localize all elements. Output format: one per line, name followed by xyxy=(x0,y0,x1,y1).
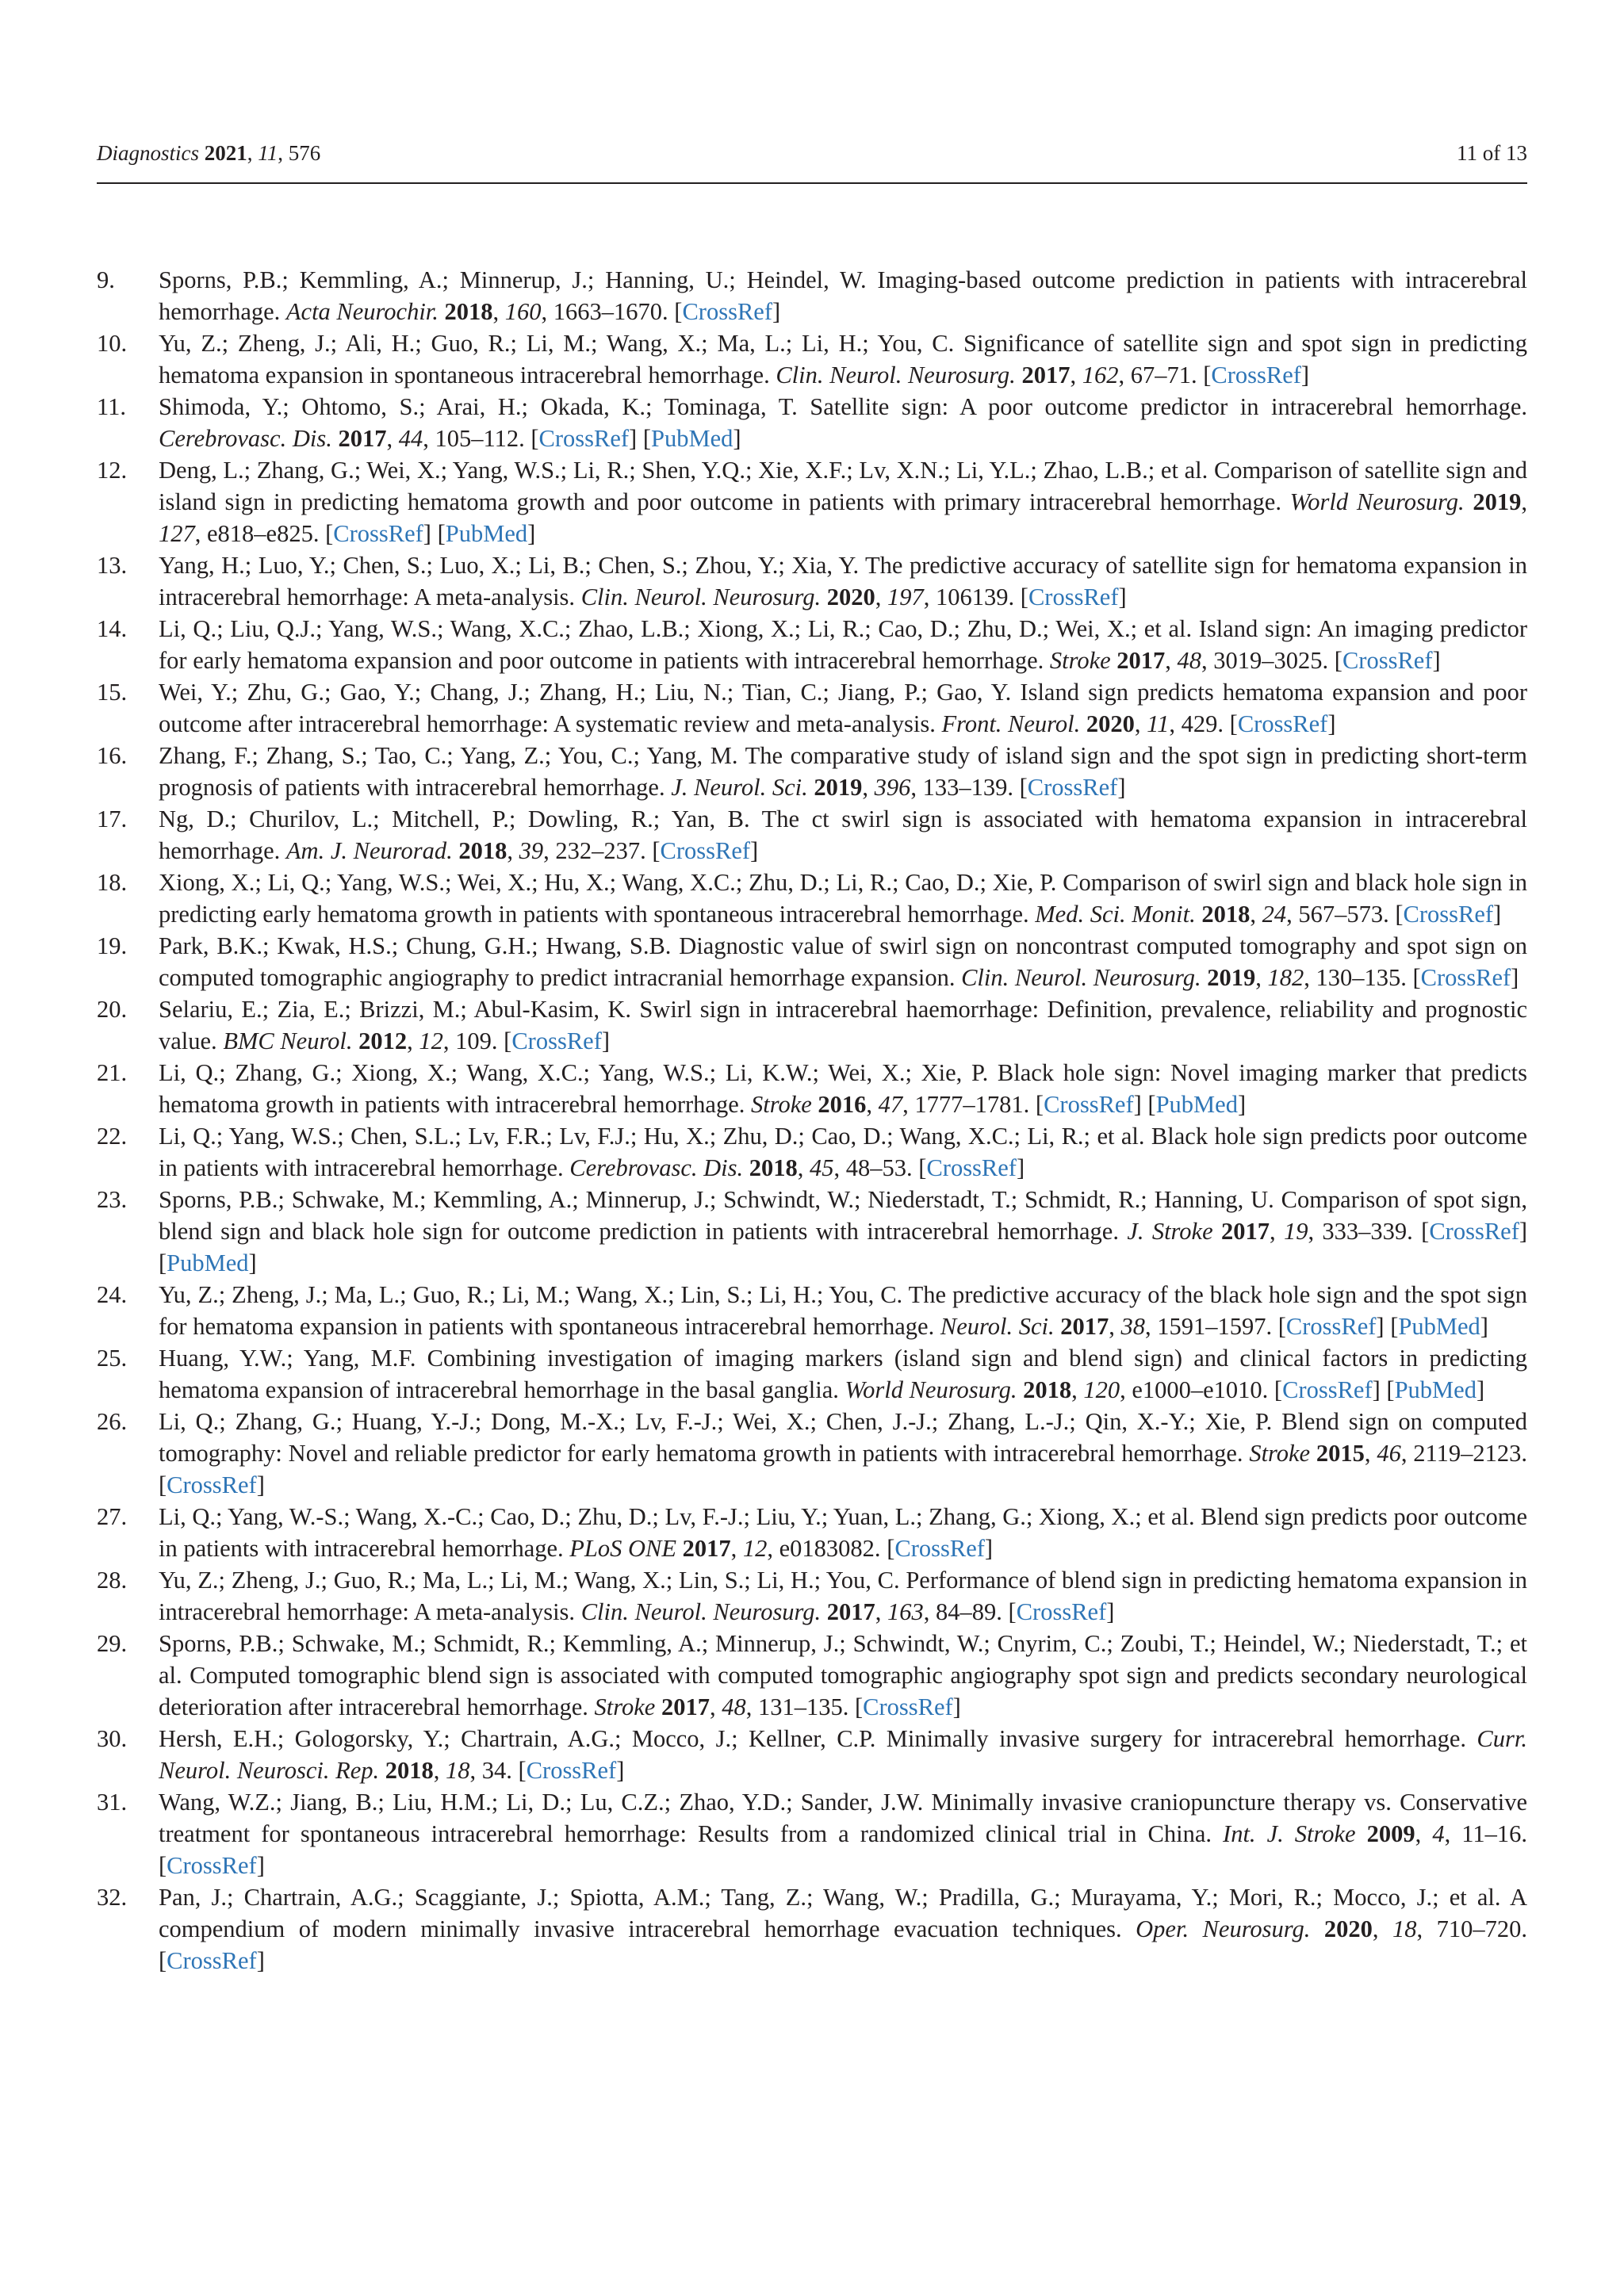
reference-volume: 396 xyxy=(874,774,911,801)
reference-year: 2017 xyxy=(1220,1218,1270,1245)
reference-year: 2017 xyxy=(338,425,387,452)
reference-journal: World Neurosurg. xyxy=(845,1376,1017,1403)
reference-number: 13. xyxy=(97,552,128,579)
reference-body: Li, Q.; Zhang, G.; Xiong, X.; Wang, X.C.; Yang, W.S.; Li, K.W.; Wei, X.; Xie, P. Black hole sign: Novel imaging marker that predicts hematoma growth in patients with intracerebral hemorrhage. Stroke 2016, 47, 1777–1781. [CrossRef] [PubMed] xyxy=(159,1059,1527,1118)
reference-pages: , 48–53. xyxy=(833,1154,913,1181)
reference-year: 2018 xyxy=(458,837,508,864)
reference-authors-title: Xiong, X.; Li, Q.; Yang, W.S.; Wei, X.; Hu, X.; Wang, X.C.; Zhu, D.; Li, R.; Cao, D.; Xie, P. Comparison of swirl sign and black hole sign in predicting early hematoma growth in patients with spontaneous intracerebral hemorrhage. xyxy=(159,869,1527,928)
reference-item xyxy=(97,930,1527,993)
reference-number: 16. xyxy=(97,742,128,769)
reference-authors-title: Huang, Y.W.; Yang, M.F. Combining investigation of imaging markers (island sign and blend sign) and clinical factors in predicting hematoma expansion of intracerebral hemorrhage in the basal ganglia. xyxy=(159,1345,1527,1403)
reference-body: Wei, Y.; Zhu, G.; Gao, Y.; Chang, J.; Zhang, H.; Liu, N.; Tian, C.; Jiang, P.; Gao, Y. Island sign predicts hematoma expansion and poor outcome after intracerebral hemorrhage: A systematic review and meta-analysis. Front. Neurol. 2020, 11, 429. [CrossRef] xyxy=(159,679,1527,737)
reference-volume: 19 xyxy=(1283,1218,1308,1245)
crossref-link[interactable]: CrossRef xyxy=(511,1027,602,1054)
reference-item xyxy=(97,803,1527,867)
reference-pages: , 131–135. xyxy=(745,1693,849,1720)
reference-body: Ng, D.; Churilov, L.; Mitchell, P.; Dowling, R.; Yan, B. The ct swirl sign is associated with hematoma expansion in intracerebral hemorrhage. Am. J. Neurorad. 2018, 39, 232–237. [CrossRef] xyxy=(159,806,1527,864)
reference-body: Sporns, P.B.; Kemmling, A.; Minnerup, J.; Hanning, U.; Heindel, W. Imaging-based outcome prediction in patients with intracerebral hemorrhage. Acta Neurochir. 2018, 160, 1663–1670. [CrossRef] xyxy=(159,266,1527,325)
reference-volume: 12 xyxy=(419,1027,443,1054)
reference-year: 2020 xyxy=(1086,710,1135,737)
reference-year: 2018 xyxy=(444,298,493,325)
crossref-link[interactable]: CrossRef xyxy=(167,1471,257,1498)
reference-authors-title: Pan, J.; Chartrain, A.G.; Scaggiante, J.; Spiotta, A.M.; Tang, Z.; Wang, W.; Pradilla, G.; Murayama, Y.; Mori, R.; Mocco, J.; et al. A compendium of modern minimally invasive intracerebral hemorrhage evacuation techniques. xyxy=(159,1884,1527,1942)
reference-journal: Stroke xyxy=(750,1091,812,1118)
page-header xyxy=(97,141,1527,184)
reference-authors-title: Yu, Z.; Zheng, J.; Guo, R.; Ma, L.; Li, M.; Wang, X.; Lin, S.; Li, H.; You, C. Performance of blend sign in predicting hematoma expansion in intracerebral hemorrhage: A meta-analysis. xyxy=(159,1567,1527,1625)
reference-pages: , 1777–1781. xyxy=(902,1091,1030,1118)
reference-number: 12. xyxy=(97,457,128,484)
reference-journal: Int. J. Stroke xyxy=(1223,1820,1356,1847)
reference-item xyxy=(97,676,1527,740)
reference-journal: Front. Neurol. xyxy=(941,710,1081,737)
reference-year: 2017 xyxy=(826,1598,875,1625)
reference-year: 2018 xyxy=(1201,901,1251,928)
reference-number: 14. xyxy=(97,615,128,642)
reference-journal: Stroke xyxy=(594,1693,656,1720)
crossref-link[interactable]: CrossRef xyxy=(682,298,772,325)
reference-number: 29. xyxy=(97,1630,128,1657)
header-volume: 11 xyxy=(258,141,278,165)
reference-number: 9. xyxy=(97,266,115,293)
crossref-link[interactable]: CrossRef xyxy=(167,1852,257,1879)
reference-body: Selariu, E.; Zia, E.; Brizzi, M.; Abul-Kasim, K. Swirl sign in intracerebral haemorrhage: Definition, prevalence, reliability and prognostic value. BMC Neurol. 2012, 12, 109. [CrossRef] xyxy=(159,996,1527,1054)
reference-pages: , 1663–1670. xyxy=(541,298,668,325)
reference-authors-title: Sporns, P.B.; Kemmling, A.; Minnerup, J.; Hanning, U.; Heindel, W. Imaging-based outcome prediction in patients with intracerebral hemorrhage. xyxy=(159,266,1527,325)
reference-body: Xiong, X.; Li, Q.; Yang, W.S.; Wei, X.; Hu, X.; Wang, X.C.; Zhu, D.; Li, R.; Cao, D.; Xie, P. Comparison of swirl sign and black hole sign in predicting early hematoma growth in patients with spontaneous intracerebral hemorrhage. Med. Sci. Monit. 2018, 24, 567–573. [CrossRef] xyxy=(159,869,1527,928)
reference-journal: Clin. Neurol. Neurosurg. xyxy=(961,964,1201,991)
reference-body: Li, Q.; Yang, W.S.; Chen, S.L.; Lv, F.R.; Lv, F.J.; Hu, X.; Zhu, D.; Cao, D.; Wang, X.C.; Li, R.; et al. Black hole sign predicts poor outcome in patients with intracerebral hemorrhage. Cerebrovasc. Dis. 2018, 45, 48–53. [CrossRef] xyxy=(159,1123,1527,1181)
reference-volume: 12 xyxy=(742,1535,768,1562)
reference-number: 31. xyxy=(97,1789,128,1816)
reference-authors-title: Selariu, E.; Zia, E.; Brizzi, M.; Abul-Kasim, K. Swirl sign in intracerebral haemorrhage: Definition, prevalence, reliability and prognostic value. xyxy=(159,996,1527,1054)
reference-volume: 160 xyxy=(504,298,542,325)
reference-volume: 45 xyxy=(810,1154,834,1181)
reference-pages: , 11–16. xyxy=(1444,1820,1528,1847)
reference-item xyxy=(97,1564,1527,1628)
reference-item xyxy=(97,327,1527,391)
reference-authors-title: Yang, H.; Luo, Y.; Chen, S.; Luo, X.; Li, B.; Chen, S.; Zhou, Y.; Xia, Y. The predictive accuracy of satellite sign for hematoma expansion in intracerebral hemorrhage: A meta-analysis. xyxy=(159,552,1527,610)
reference-journal: Med. Sci. Monit. xyxy=(1035,901,1196,928)
reference-pages: , 67–71. xyxy=(1118,362,1197,388)
reference-journal: Am. J. Neurorad. xyxy=(285,837,453,864)
reference-number: 23. xyxy=(97,1186,128,1213)
crossref-link[interactable]: CrossRef xyxy=(863,1693,953,1720)
reference-journal: Acta Neurochir. xyxy=(285,298,439,325)
reference-item xyxy=(97,993,1527,1057)
reference-authors-title: Sporns, P.B.; Schwake, M.; Kemmling, A.; Minnerup, J.; Schwindt, W.; Niederstadt, T.; Schmidt, R.; Hanning, U. Comparison of spot sign, blend sign and black hole sign for outcome prediction in patients with intracerebral hemorrhage. xyxy=(159,1186,1527,1245)
reference-body: Li, Q.; Zhang, G.; Huang, Y.-J.; Dong, M.-X.; Lv, F.-J.; Wei, X.; Chen, J.-J.; Zhang, L.-J.; Qin, X.-Y.; Xie, P. Blend sign on computed tomography: Novel and reliable predictor for early hematoma growth in patients with intracerebral hemorrhage. Stroke 2015, 46, 2119–2123. [CrossRef] xyxy=(159,1408,1528,1498)
crossref-link[interactable]: CrossRef xyxy=(1403,901,1494,928)
crossref-link[interactable]: CrossRef xyxy=(1027,774,1118,801)
reference-body: Li, Q.; Liu, Q.J.; Yang, W.S.; Wang, X.C.; Zhao, L.B.; Xiong, X.; Li, R.; Cao, D.; Zhu, D.; Wei, X.; et al. Island sign: An imaging predictor for early hematoma expansion and poor outcome in patients with intracerebral hemorrhage. Stroke 2017, 48, 3019–3025. [CrossRef] xyxy=(159,615,1527,674)
reference-number: 11. xyxy=(97,393,126,420)
reference-number: 15. xyxy=(97,679,128,706)
reference-year: 2020 xyxy=(1323,1915,1373,1942)
reference-year: 2019 xyxy=(1473,488,1522,515)
reference-year: 2009 xyxy=(1366,1820,1415,1847)
reference-year: 2018 xyxy=(749,1154,798,1181)
reference-body: Sporns, P.B.; Schwake, M.; Schmidt, R.; Kemmling, A.; Minnerup, J.; Schwindt, W.; Cnyrim, C.; Zoubi, T.; Heindel, W.; Niederstadt, T.; et al. Computed tomographic blend sign is associated with computed tomographic angiography spot sign and predicts secondary neurological deterioration after intracerebral hemorrhage. Stroke 2017, 48, 131–135. [CrossRef] xyxy=(159,1630,1527,1720)
reference-number: 25. xyxy=(97,1345,128,1372)
reference-pages: , 333–339. xyxy=(1308,1218,1413,1245)
reference-journal: PLoS ONE xyxy=(569,1535,677,1562)
crossref-link[interactable]: CrossRef xyxy=(1420,964,1511,991)
reference-journal: Clin. Neurol. Neurosurg. xyxy=(776,362,1016,388)
reference-year: 2017 xyxy=(1060,1313,1109,1340)
crossref-link[interactable]: CrossRef xyxy=(1429,1218,1519,1245)
reference-journal: Curr. Neurol. Neurosci. Rep. xyxy=(159,1725,1527,1784)
reference-journal: Clin. Neurol. Neurosurg. xyxy=(580,1598,822,1625)
reference-volume: 44 xyxy=(398,425,423,452)
reference-volume: 18 xyxy=(1392,1915,1417,1942)
reference-pages: , 710–720. xyxy=(1416,1915,1528,1942)
reference-authors-title: Deng, L.; Zhang, G.; Wei, X.; Yang, W.S.; Li, R.; Shen, Y.Q.; Xie, X.F.; Lv, X.N.; Li, Y.L.; Zhao, L.B.; et al. Comparison of satellite sign and island sign in predicting hematoma growth and poor outcome in patients with primary intracerebral hemorrhage. xyxy=(159,457,1527,515)
reference-year: 2017 xyxy=(1116,647,1166,674)
reference-journal: Oper. Neurosurg. xyxy=(1136,1915,1311,1942)
crossref-link[interactable]: CrossRef xyxy=(526,1757,617,1784)
reference-item xyxy=(97,1184,1527,1279)
header-page-info: 11 of 13 xyxy=(1457,141,1527,165)
reference-authors-title: Wang, W.Z.; Jiang, B.; Liu, H.M.; Li, D.; Lu, C.Z.; Zhao, Y.D.; Sander, J.W. Minimally invasive craniopuncture therapy vs. Conservative treatment for spontaneous intracerebral hemorrhage: Results from a randomized clinical trial in China. xyxy=(159,1789,1527,1847)
pubmed-link[interactable]: PubMed xyxy=(1155,1091,1238,1118)
reference-pages: , 3019–3025. xyxy=(1201,647,1329,674)
reference-number: 27. xyxy=(97,1503,128,1530)
reference-number: 17. xyxy=(97,806,128,832)
reference-volume: 24 xyxy=(1262,901,1287,928)
reference-number: 20. xyxy=(97,996,128,1023)
crossref-link[interactable]: CrossRef xyxy=(538,425,630,452)
reference-pages: , e0183082. xyxy=(767,1535,881,1562)
reference-pages: , 109. xyxy=(442,1027,498,1054)
reference-list xyxy=(97,264,1527,1976)
crossref-link[interactable]: CrossRef xyxy=(660,837,751,864)
header-year: 2021 xyxy=(204,141,247,165)
reference-year: 2018 xyxy=(385,1757,434,1784)
reference-journal: J. Stroke xyxy=(1127,1218,1213,1245)
reference-body: Sporns, P.B.; Schwake, M.; Kemmling, A.; Minnerup, J.; Schwindt, W.; Niederstadt, T.; Schmidt, R.; Hanning, U. Comparison of spot sign, blend sign and black hole sign for outcome prediction in patients with intracerebral hemorrhage. J. Stroke 2017, 19, 333–339. [CrossRef] [PubMed] xyxy=(159,1186,1528,1276)
reference-year: 2017 xyxy=(1021,362,1071,388)
reference-item xyxy=(97,1120,1527,1184)
reference-volume: 47 xyxy=(878,1091,903,1118)
reference-body: Yu, Z.; Zheng, J.; Ali, H.; Guo, R.; Li, M.; Wang, X.; Ma, L.; Li, H.; You, C. Significance of satellite sign and spot sign in predicting hematoma expansion in spontaneous intracerebral hemorrhage. Clin. Neurol. Neurosurg. 2017, 162, 67–71. [CrossRef] xyxy=(159,330,1527,388)
crossref-link[interactable]: CrossRef xyxy=(926,1154,1017,1181)
crossref-link[interactable]: CrossRef xyxy=(1282,1376,1373,1403)
reference-number: 24. xyxy=(97,1281,128,1308)
reference-volume: 46 xyxy=(1377,1440,1401,1467)
reference-authors-title: Li, Q.; Yang, W.S.; Chen, S.L.; Lv, F.R.; Lv, F.J.; Hu, X.; Zhu, D.; Cao, D.; Wang, X.C.; Li, R.; et al. Black hole sign predicts poor outcome in patients with intracerebral hemorrhage. xyxy=(159,1123,1527,1181)
crossref-link[interactable]: CrossRef xyxy=(894,1535,985,1562)
reference-item xyxy=(97,1786,1527,1881)
reference-authors-title: Park, B.K.; Kwak, H.S.; Chung, G.H.; Hwang, S.B. Diagnostic value of swirl sign on noncontrast computed tomography and spot sign on computed tomographic angiography to predict intracranial hemorrhage expansion. xyxy=(159,932,1527,991)
reference-item xyxy=(97,1057,1527,1120)
reference-authors-title: Li, Q.; Zhang, G.; Huang, Y.-J.; Dong, M.-X.; Lv, F.-J.; Wei, X.; Chen, J.-J.; Zhang, L.-J.; Qin, X.-Y.; Xie, P. Blend sign on computed tomography: Novel and reliable predictor for early hematoma growth in patients with intracerebral hemorrhage. xyxy=(159,1408,1527,1467)
reference-year: 2015 xyxy=(1316,1440,1365,1467)
pubmed-link[interactable]: PubMed xyxy=(1394,1376,1477,1403)
reference-authors-title: Ng, D.; Churilov, L.; Mitchell, P.; Dowling, R.; Yan, B. The ct swirl sign is associated with hematoma expansion in intracerebral hemorrhage. xyxy=(159,806,1527,864)
reference-number: 32. xyxy=(97,1884,128,1911)
reference-pages: , 429. xyxy=(1169,710,1224,737)
reference-body: Yu, Z.; Zheng, J.; Ma, L.; Guo, R.; Li, M.; Wang, X.; Lin, S.; Li, H.; You, C. The predictive accuracy of the black hole sign and the spot sign for hematoma expansion in patients with spontaneous intracerebral hemorrhage. Neurol. Sci. 2017, 38, 1591–1597. [CrossRef] [PubMed] xyxy=(159,1281,1527,1340)
reference-volume: 182 xyxy=(1267,964,1304,991)
reference-body: Deng, L.; Zhang, G.; Wei, X.; Yang, W.S.; Li, R.; Shen, Y.Q.; Xie, X.F.; Lv, X.N.; Li, Y.L.; Zhao, L.B.; et al. Comparison of satellite sign and island sign in predicting hematoma growth and poor outcome in patients with primary intracerebral hemorrhage. World Neurosurg. 2019, 127, e818–e825. [CrossRef] [PubMed] xyxy=(159,457,1527,547)
reference-pages: , 1591–1597. xyxy=(1144,1313,1273,1340)
crossref-link[interactable]: CrossRef xyxy=(1237,710,1328,737)
reference-pages: , 2119–2123. xyxy=(1400,1440,1528,1467)
reference-authors-title: Wei, Y.; Zhu, G.; Gao, Y.; Chang, J.; Zhang, H.; Liu, N.; Tian, C.; Jiang, P.; Gao, Y. Island sign predicts hematoma expansion and poor outcome after intracerebral hemorrhage: A systematic review and meta-analysis. xyxy=(159,679,1527,737)
reference-body: Pan, J.; Chartrain, A.G.; Scaggiante, J.; Spiotta, A.M.; Tang, Z.; Wang, W.; Pradilla, G.; Murayama, Y.; Mori, R.; Mocco, J.; et al. A compendium of modern minimally invasive intracerebral hemorrhage evacuation techniques. Oper. Neurosurg. 2020, 18, 710–720. [CrossRef] xyxy=(159,1884,1528,1974)
reference-volume: 120 xyxy=(1083,1376,1120,1403)
pubmed-link[interactable]: PubMed xyxy=(1398,1313,1480,1340)
reference-authors-title: Li, Q.; Liu, Q.J.; Yang, W.S.; Wang, X.C.; Zhao, L.B.; Xiong, X.; Li, R.; Cao, D.; Zhu, D.; Wei, X.; et al. Island sign: An imaging predictor for early hematoma expansion and poor outcome in patients with intracerebral hemorrhage. xyxy=(159,615,1527,674)
reference-body: Hersh, E.H.; Gologorsky, Y.; Chartrain, A.G.; Mocco, J.; Kellner, C.P. Minimally invasive surgery for intracerebral hemorrhage. Curr. Neurol. Neurosci. Rep. 2018, 18, 34. [CrossRef] xyxy=(159,1725,1527,1784)
reference-body: Yang, H.; Luo, Y.; Chen, S.; Luo, X.; Li, B.; Chen, S.; Zhou, Y.; Xia, Y. The predictive accuracy of satellite sign for hematoma expansion in intracerebral hemorrhage: A meta-analysis. Clin. Neurol. Neurosurg. 2020, 197, 106139. [CrossRef] xyxy=(159,552,1527,610)
reference-body: Li, Q.; Yang, W.-S.; Wang, X.-C.; Cao, D.; Zhu, D.; Lv, F.-J.; Liu, Y.; Yuan, L.; Zhang, G.; Xiong, X.; et al. Blend sign predicts poor outcome in patients with intracerebral hemorrhage. PLoS ONE 2017, 12, e0183082. [CrossRef] xyxy=(159,1503,1527,1562)
reference-item xyxy=(97,1342,1527,1406)
reference-pages: , e818–e825. xyxy=(194,520,320,547)
reference-pages: , 34. xyxy=(469,1757,512,1784)
crossref-link[interactable]: CrossRef xyxy=(1044,1091,1134,1118)
crossref-link[interactable]: CrossRef xyxy=(1285,1313,1377,1340)
reference-item xyxy=(97,1628,1527,1723)
reference-item xyxy=(97,391,1527,454)
header-journal: Diagnostics xyxy=(97,141,200,165)
reference-journal: Clin. Neurol. Neurosurg. xyxy=(580,584,822,610)
reference-year: 2016 xyxy=(818,1091,867,1118)
crossref-link[interactable]: CrossRef xyxy=(333,520,423,547)
reference-journal: BMC Neurol. xyxy=(223,1027,353,1054)
reference-journal: J. Neurol. Sci. xyxy=(671,774,808,801)
reference-year: 2019 xyxy=(1207,964,1256,991)
reference-pages: , 106139. xyxy=(923,584,1015,610)
crossref-link[interactable]: CrossRef xyxy=(1016,1598,1107,1625)
reference-volume: 38 xyxy=(1120,1313,1145,1340)
reference-item xyxy=(97,1723,1527,1786)
reference-volume: 197 xyxy=(887,584,924,610)
reference-item xyxy=(97,867,1527,930)
reference-volume: 4 xyxy=(1432,1820,1445,1847)
pubmed-link[interactable]: PubMed xyxy=(651,425,733,452)
reference-number: 22. xyxy=(97,1123,128,1150)
reference-authors-title: Sporns, P.B.; Schwake, M.; Schmidt, R.; Kemmling, A.; Minnerup, J.; Schwindt, W.; Cnyrim, C.; Zoubi, T.; Heindel, W.; Niederstadt, T.; et al. Computed tomographic blend sign is associated with computed tomographic angiography spot sign and predicts secondary neurological deterioration after intracerebral hemorrhage. xyxy=(159,1630,1527,1720)
reference-item xyxy=(97,613,1527,676)
reference-journal: Cerebrovasc. Dis. xyxy=(569,1154,744,1181)
reference-authors-title: Li, Q.; Zhang, G.; Xiong, X.; Wang, X.C.; Yang, W.S.; Li, K.W.; Wei, X.; Xie, P. Black hole sign: Novel imaging marker that predicts hematoma growth in patients with intracerebral hemorrhage. xyxy=(159,1059,1527,1118)
reference-journal: Stroke xyxy=(1049,647,1111,674)
header-citation: Diagnostics 2021, 11, 576 xyxy=(97,141,321,165)
reference-pages: , 232–237. xyxy=(543,837,646,864)
reference-pages: , 133–139. xyxy=(910,774,1013,801)
reference-body: Yu, Z.; Zheng, J.; Guo, R.; Ma, L.; Li, M.; Wang, X.; Lin, S.; Li, H.; You, C. Performance of blend sign in predicting hematoma expansion in intracerebral hemorrhage: A meta-analysis. Clin. Neurol. Neurosurg. 2017, 163, 84–89. [CrossRef] xyxy=(159,1567,1527,1625)
reference-pages: , 105–112. xyxy=(423,425,525,452)
reference-journal: Stroke xyxy=(1249,1440,1311,1467)
reference-pages: , 130–135. xyxy=(1304,964,1407,991)
reference-authors-title: Li, Q.; Yang, W.-S.; Wang, X.-C.; Cao, D.; Zhu, D.; Lv, F.-J.; Liu, Y.; Yuan, L.; Zhang, G.; Xiong, X.; et al. Blend sign predicts poor outcome in patients with intracerebral hemorrhage. xyxy=(159,1503,1527,1562)
reference-authors-title: Yu, Z.; Zheng, J.; Ma, L.; Guo, R.; Li, M.; Wang, X.; Lin, S.; Li, H.; You, C. The predictive accuracy of the black hole sign and the spot sign for hematoma expansion in patients with spontaneous intracerebral hemorrhage. xyxy=(159,1281,1527,1340)
reference-number: 18. xyxy=(97,869,128,896)
crossref-link[interactable]: CrossRef xyxy=(1342,647,1433,674)
reference-authors-title: Yu, Z.; Zheng, J.; Ali, H.; Guo, R.; Li, M.; Wang, X.; Ma, L.; Li, H.; You, C. Significance of satellite sign and spot sign in predicting hematoma expansion in spontaneous intracerebral hemorrhage. xyxy=(159,330,1527,388)
crossref-link[interactable]: CrossRef xyxy=(167,1947,257,1974)
reference-number: 28. xyxy=(97,1567,128,1594)
reference-item xyxy=(97,1406,1527,1501)
reference-year: 2017 xyxy=(661,1693,710,1720)
reference-body: Huang, Y.W.; Yang, M.F. Combining investigation of imaging markers (island sign and blend sign) and clinical factors in predicting hematoma expansion of intracerebral hemorrhage in the basal ganglia. World Neurosurg. 2018, 120, e1000–e1010. [CrossRef] [PubMed] xyxy=(159,1345,1527,1403)
reference-year: 2012 xyxy=(358,1027,408,1054)
reference-volume: 162 xyxy=(1082,362,1119,388)
crossref-link[interactable]: CrossRef xyxy=(1211,362,1301,388)
reference-year: 2018 xyxy=(1023,1376,1072,1403)
pubmed-link[interactable]: PubMed xyxy=(167,1249,249,1276)
reference-volume: 18 xyxy=(446,1757,470,1784)
reference-number: 19. xyxy=(97,932,128,959)
reference-pages: , 84–89. xyxy=(923,1598,1002,1625)
reference-volume: 163 xyxy=(887,1598,924,1625)
reference-volume: 127 xyxy=(159,520,195,547)
reference-item xyxy=(97,1501,1527,1564)
reference-item xyxy=(97,264,1527,327)
reference-number: 30. xyxy=(97,1725,128,1752)
reference-volume: 48 xyxy=(1177,647,1202,674)
reference-pages: , 567–573. xyxy=(1286,901,1389,928)
reference-body: Zhang, F.; Zhang, S.; Tao, C.; Yang, Z.; You, C.; Yang, M. The comparative study of island sign and the spot sign in predicting short-term prognosis of patients with intracerebral hemorrhage. J. Neurol. Sci. 2019, 396, 133–139. [CrossRef] xyxy=(159,742,1527,801)
reference-body: Park, B.K.; Kwak, H.S.; Chung, G.H.; Hwang, S.B. Diagnostic value of swirl sign on noncontrast computed tomography and spot sign on computed tomographic angiography to predict intracranial hemorrhage expansion. Clin. Neurol. Neurosurg. 2019, 182, 130–135. [CrossRef] xyxy=(159,932,1527,991)
reference-year: 2017 xyxy=(682,1535,731,1562)
reference-journal: Neurol. Sci. xyxy=(940,1313,1055,1340)
header-article: 576 xyxy=(288,141,321,165)
reference-item xyxy=(97,740,1527,803)
reference-item xyxy=(97,454,1527,549)
crossref-link[interactable]: CrossRef xyxy=(1028,584,1119,610)
reference-volume: 11 xyxy=(1147,710,1170,737)
reference-number: 21. xyxy=(97,1059,128,1086)
reference-year: 2020 xyxy=(826,584,875,610)
reference-item xyxy=(97,1279,1527,1342)
reference-pages: , e1000–e1010. xyxy=(1120,1376,1269,1403)
reference-volume: 39 xyxy=(519,837,544,864)
reference-journal: World Neurosurg. xyxy=(1289,488,1465,515)
reference-authors-title: Zhang, F.; Zhang, S.; Tao, C.; Yang, Z.; You, C.; Yang, M. The comparative study of island sign and the spot sign in predicting short-term prognosis of patients with intracerebral hemorrhage. xyxy=(159,742,1527,801)
reference-authors-title: Shimoda, Y.; Ohtomo, S.; Arai, H.; Okada, K.; Tominaga, T. Satellite sign: A poor outcome predictor in intracerebral hemorrhage. xyxy=(159,393,1527,420)
pubmed-link[interactable]: PubMed xyxy=(445,520,528,547)
reference-number: 10. xyxy=(97,330,128,357)
reference-journal: Cerebrovasc. Dis. xyxy=(159,425,332,452)
reference-body: Wang, W.Z.; Jiang, B.; Liu, H.M.; Li, D.; Lu, C.Z.; Zhao, Y.D.; Sander, J.W. Minimally invasive craniopuncture therapy vs. Conservative treatment for spontaneous intracerebral hemorrhage: Results from a randomized clinical trial in China. Int. J. Stroke 2009, 4, 11–16. [CrossRef] xyxy=(159,1789,1528,1879)
reference-volume: 48 xyxy=(722,1693,746,1720)
reference-item xyxy=(97,549,1527,613)
reference-authors-title: Hersh, E.H.; Gologorsky, Y.; Chartrain, A.G.; Mocco, J.; Kellner, C.P. Minimally invasive surgery for intracerebral hemorrhage. xyxy=(159,1725,1477,1752)
reference-item xyxy=(97,1881,1527,1976)
reference-body: Shimoda, Y.; Ohtomo, S.; Arai, H.; Okada, K.; Tominaga, T. Satellite sign: A poor outcome predictor in intracerebral hemorrhage. Cerebrovasc. Dis. 2017, 44, 105–112. [CrossRef] [PubMed] xyxy=(159,393,1527,452)
reference-number: 26. xyxy=(97,1408,128,1435)
reference-year: 2019 xyxy=(814,774,863,801)
